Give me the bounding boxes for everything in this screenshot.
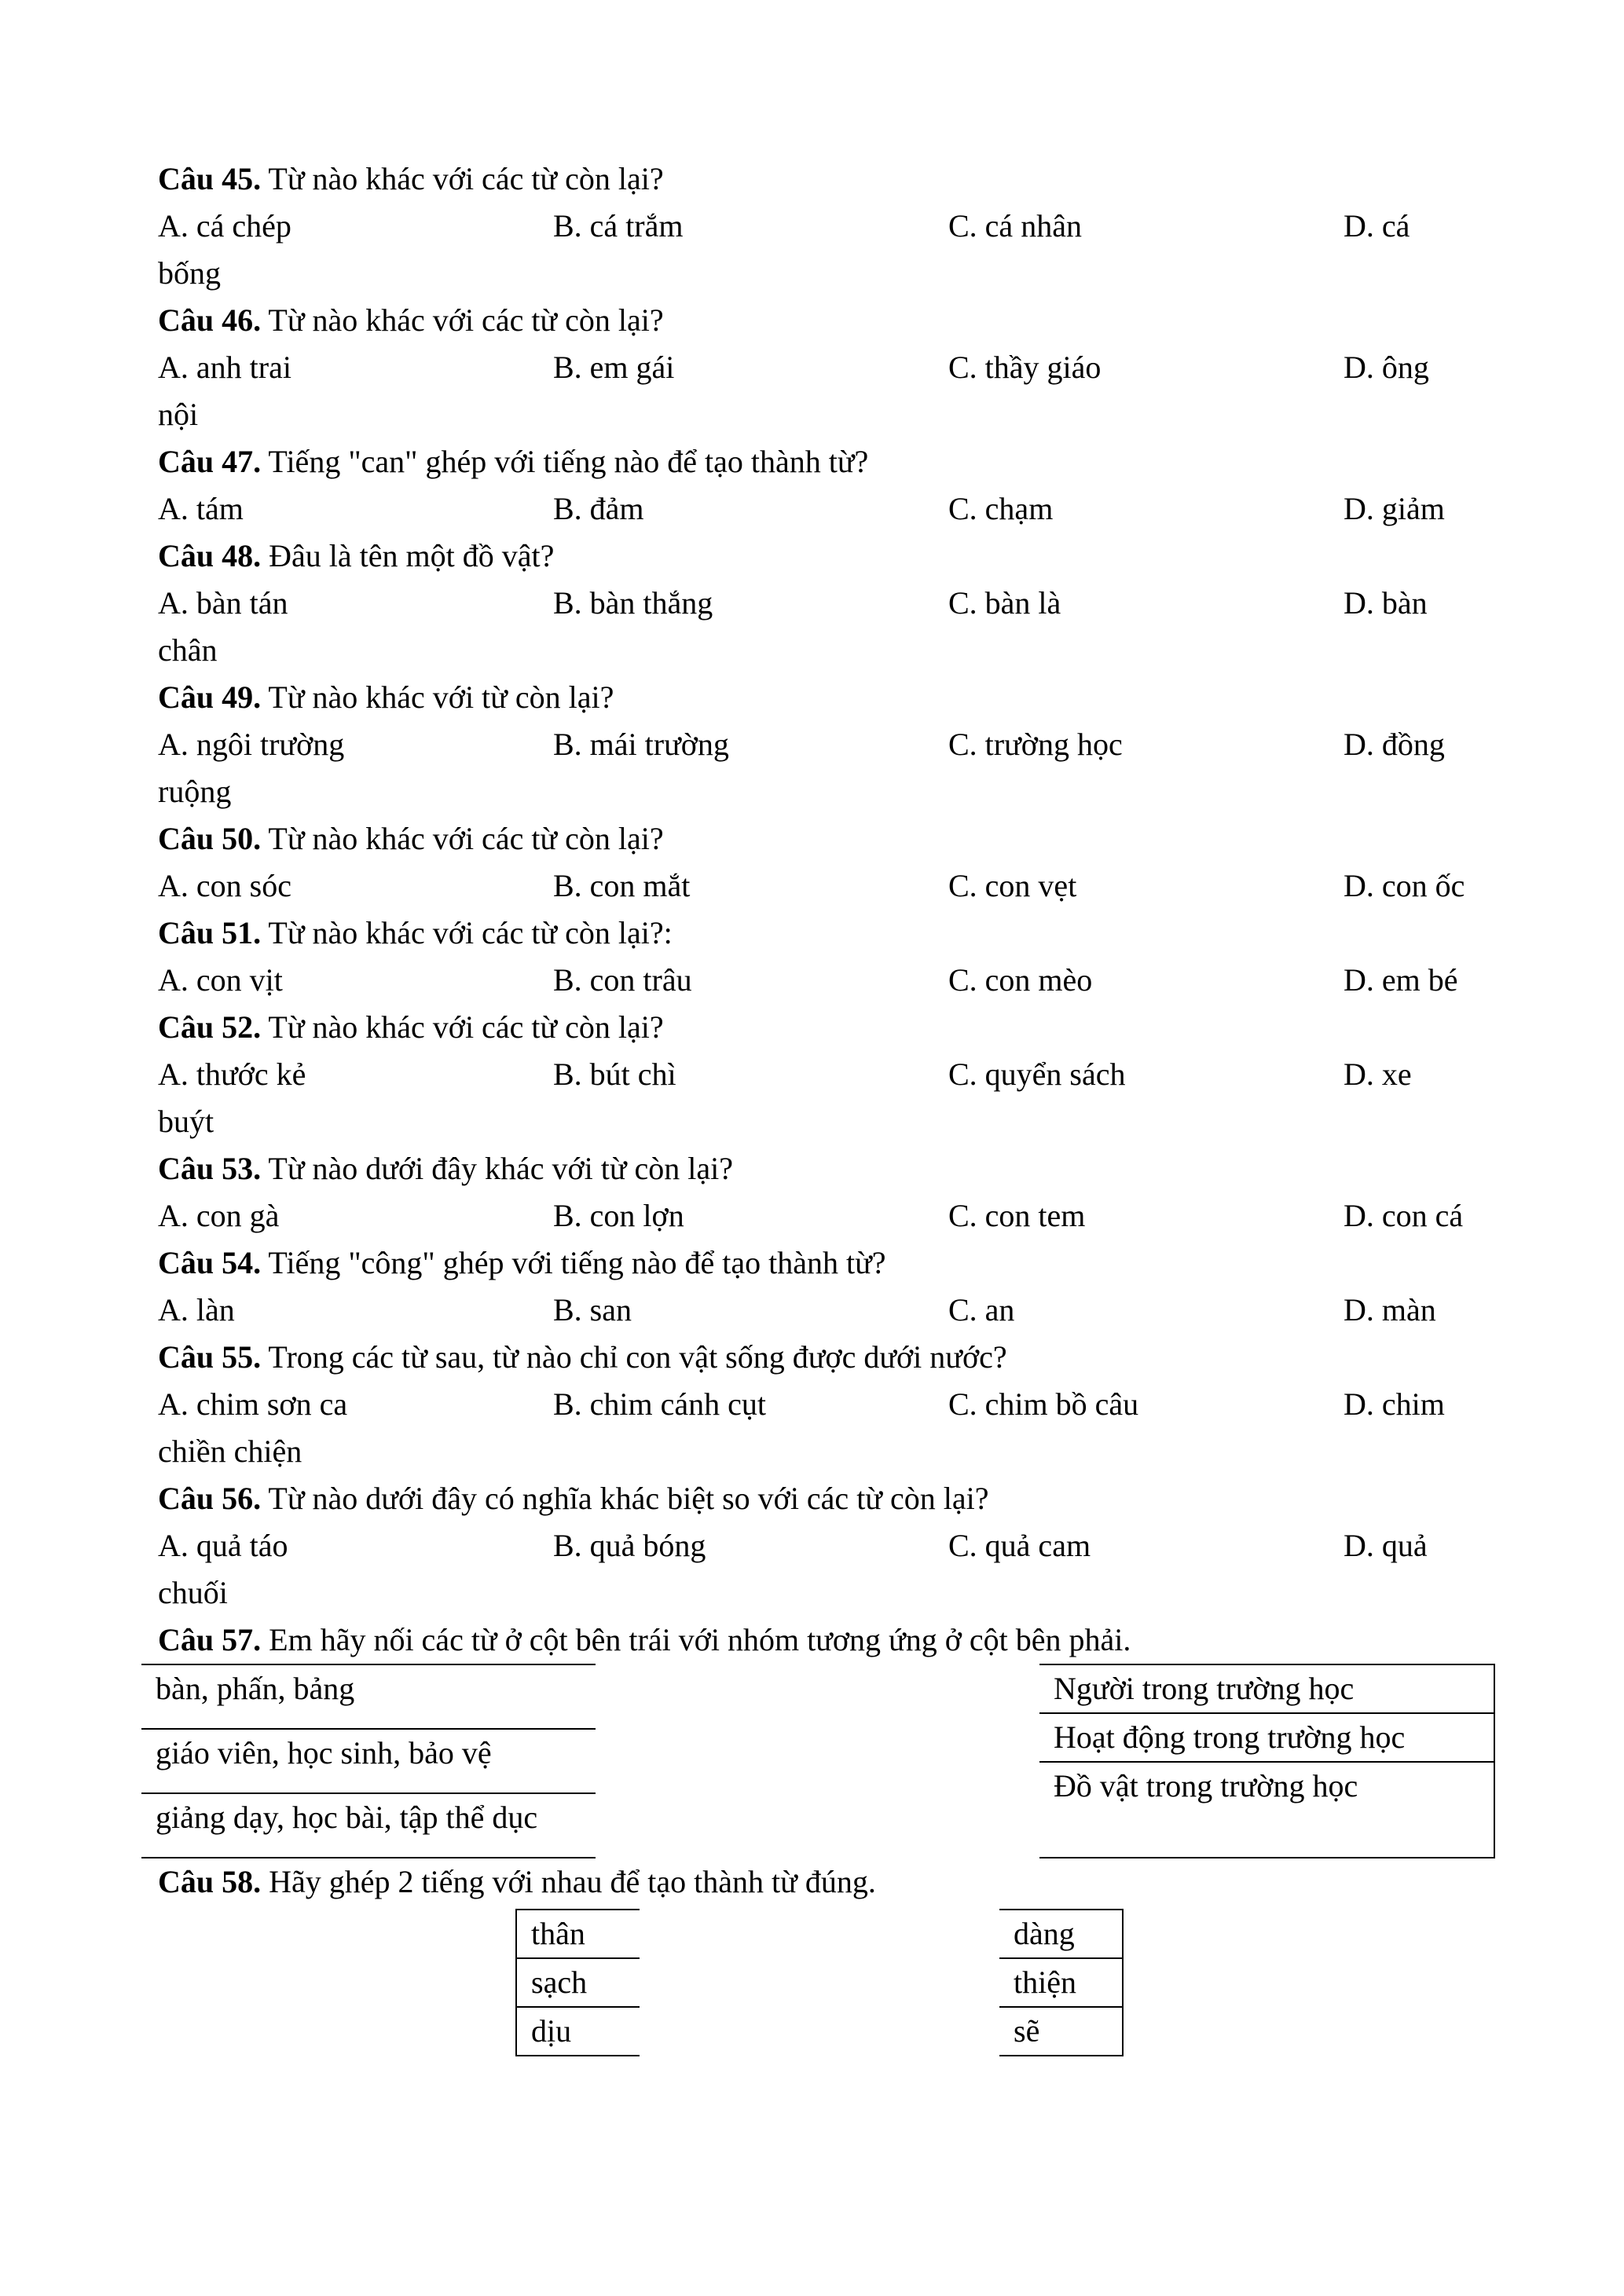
answer-options bbox=[158, 1051, 1466, 1145]
table-row bbox=[141, 1729, 596, 1793]
question-text: Từ nào khác với các từ còn lại?: bbox=[261, 915, 673, 950]
answer-option[interactable]: A. thước kẻ bbox=[158, 1056, 306, 1092]
question bbox=[158, 156, 1466, 203]
table-cell: thân bbox=[516, 1910, 640, 1958]
question-number: Câu 46. bbox=[158, 302, 262, 338]
answer-option[interactable]: C. chim bồ câu bbox=[948, 1386, 1139, 1422]
answer-option[interactable]: B. đảm bbox=[553, 491, 644, 526]
table-row bbox=[516, 1958, 640, 2007]
answer-option[interactable]: A. làn bbox=[158, 1292, 235, 1327]
answer-options bbox=[158, 203, 1466, 297]
answer-option[interactable]: D. màn bbox=[1344, 1292, 1436, 1327]
right-column-table bbox=[1039, 1664, 1495, 1858]
question-text: Em hãy nối các từ ở cột bên trái với nhóm tương ứng ở cột bên phải. bbox=[261, 1622, 1131, 1657]
answer-options bbox=[158, 1381, 1466, 1475]
answer-options bbox=[158, 721, 1466, 815]
answer-option[interactable]: C. bàn là bbox=[948, 585, 1061, 621]
question-number: Câu 52. bbox=[158, 1009, 262, 1045]
table-cell: thiện bbox=[999, 1958, 1123, 2007]
answer-option[interactable]: D. con cá bbox=[1344, 1198, 1464, 1233]
question bbox=[158, 1334, 1466, 1381]
document bbox=[158, 156, 1466, 2056]
answer-option[interactable]: D. cá bống bbox=[158, 208, 1410, 291]
answer-options bbox=[158, 957, 1466, 1004]
question-text: Hãy ghép 2 tiếng với nhau để tạo thành từ đúng. bbox=[261, 1864, 876, 1899]
answer-option[interactable]: C. quyển sách bbox=[948, 1056, 1126, 1092]
answer-option[interactable]: B. chim cánh cụt bbox=[553, 1386, 767, 1422]
matching-tables-57 bbox=[141, 1664, 1495, 1858]
question-text: Từ nào khác với từ còn lại? bbox=[261, 679, 614, 715]
question-number: Câu 57. bbox=[158, 1622, 262, 1657]
answer-option[interactable]: B. con lợn bbox=[553, 1198, 684, 1233]
question bbox=[158, 910, 1466, 957]
table-cell: bàn, phấn, bảng bbox=[141, 1664, 596, 1729]
table-row bbox=[516, 1910, 640, 1958]
answer-option[interactable]: D. ông nội bbox=[158, 350, 1429, 432]
question-number: Câu 48. bbox=[158, 538, 262, 573]
answer-option[interactable]: A. quả táo bbox=[158, 1528, 288, 1563]
table-row bbox=[1039, 1713, 1494, 1762]
question-number: Câu 54. bbox=[158, 1245, 262, 1280]
answer-options bbox=[158, 485, 1466, 533]
answer-option[interactable]: D. quả chuối bbox=[158, 1528, 1428, 1610]
answer-option[interactable]: A. con sóc bbox=[158, 868, 291, 903]
table-row bbox=[141, 1793, 596, 1858]
question-text: Từ nào khác với các từ còn lại? bbox=[261, 1009, 664, 1045]
table-row bbox=[999, 1958, 1123, 2007]
answer-options bbox=[158, 1522, 1466, 1617]
question bbox=[158, 1145, 1466, 1192]
answer-option[interactable]: A. chim sơn ca bbox=[158, 1386, 348, 1422]
answer-option[interactable]: C. quả cam bbox=[948, 1528, 1091, 1563]
question bbox=[158, 533, 1466, 580]
table-cell: Người trong trường học bbox=[1039, 1664, 1494, 1713]
table-row bbox=[141, 1664, 596, 1729]
question bbox=[158, 1475, 1466, 1522]
answer-option[interactable]: B. con trâu bbox=[553, 962, 692, 998]
question-text: Tiếng "công" ghép với tiếng nào để tạo thành từ? bbox=[261, 1245, 886, 1280]
table-row bbox=[516, 2007, 640, 2056]
table-row bbox=[1039, 1664, 1494, 1713]
answer-option[interactable]: C. trường học bbox=[948, 727, 1123, 762]
table-cell: Đồ vật trong trường học bbox=[1039, 1762, 1494, 1858]
answer-option[interactable]: D. bàn chân bbox=[158, 585, 1428, 668]
answer-option[interactable]: D. xe buýt bbox=[158, 1056, 1412, 1139]
question-number: Câu 47. bbox=[158, 444, 262, 479]
question bbox=[158, 1240, 1466, 1287]
question-number: Câu 45. bbox=[158, 161, 262, 196]
answer-options bbox=[158, 1192, 1466, 1240]
answer-option[interactable]: C. an bbox=[948, 1292, 1015, 1327]
answer-option[interactable]: B. bút chì bbox=[553, 1056, 676, 1092]
question bbox=[158, 438, 1466, 485]
answer-option[interactable]: C. chạm bbox=[948, 491, 1054, 526]
table-row bbox=[999, 2007, 1123, 2056]
question-text: Tiếng "can" ghép với tiếng nào để tạo thành từ? bbox=[261, 444, 869, 479]
question-58 bbox=[158, 1858, 1466, 1906]
question-number: Câu 51. bbox=[158, 915, 262, 950]
question-list bbox=[158, 156, 1466, 1617]
table-cell: Hoạt động trong trường học bbox=[1039, 1713, 1494, 1762]
answer-option[interactable]: B. con mắt bbox=[553, 868, 691, 903]
answer-option[interactable]: A. con gà bbox=[158, 1198, 280, 1233]
answer-option[interactable]: A. con vịt bbox=[158, 962, 283, 998]
table-cell: giáo viên, học sinh, bảo vệ bbox=[141, 1729, 596, 1793]
question bbox=[158, 297, 1466, 344]
answer-option[interactable]: B. san bbox=[553, 1292, 632, 1327]
answer-option[interactable]: A. tám bbox=[158, 491, 244, 526]
answer-options bbox=[158, 580, 1466, 674]
question-text: Đâu là tên một đồ vật? bbox=[261, 538, 555, 573]
table-row bbox=[1039, 1762, 1494, 1858]
question-text: Từ nào dưới đây khác với từ còn lại? bbox=[261, 1151, 734, 1186]
answer-options bbox=[158, 862, 1466, 910]
question-57 bbox=[158, 1617, 1466, 1664]
question-number: Câu 49. bbox=[158, 679, 262, 715]
left-syllable-table bbox=[515, 1909, 640, 2056]
answer-option[interactable]: C. con mèo bbox=[948, 962, 1093, 998]
answer-option[interactable]: C. cá nhân bbox=[948, 208, 1082, 244]
question-number: Câu 53. bbox=[158, 1151, 262, 1186]
table-cell: dàng bbox=[999, 1910, 1123, 1958]
answer-option[interactable]: B. mái trường bbox=[553, 727, 729, 762]
answer-options bbox=[158, 1287, 1466, 1334]
answer-option[interactable]: B. quả bóng bbox=[553, 1528, 706, 1563]
answer-option[interactable]: D. con ốc bbox=[1344, 868, 1465, 903]
answer-option[interactable]: D. giảm bbox=[1344, 491, 1445, 526]
answer-options bbox=[158, 344, 1466, 438]
answer-option[interactable]: D. đồng ruộng bbox=[158, 727, 1445, 809]
answer-option[interactable]: C. thầy giáo bbox=[948, 350, 1102, 385]
question bbox=[158, 674, 1466, 721]
answer-option[interactable]: A. cá chép bbox=[158, 208, 291, 244]
answer-option[interactable]: D. chim chiền chiện bbox=[158, 1386, 1445, 1469]
question-number: Câu 55. bbox=[158, 1339, 262, 1375]
table-cell: sạch bbox=[516, 1958, 640, 2007]
question-number: Câu 56. bbox=[158, 1481, 262, 1516]
answer-option[interactable]: B. em gái bbox=[553, 350, 675, 385]
answer-option[interactable]: C. con tem bbox=[948, 1198, 1086, 1233]
question-text: Từ nào khác với các từ còn lại? bbox=[261, 302, 664, 338]
right-syllable-table bbox=[999, 1909, 1124, 2056]
answer-option[interactable]: A. anh trai bbox=[158, 350, 291, 385]
question-text: Trong các từ sau, từ nào chỉ con vật sống được dưới nước? bbox=[261, 1339, 1007, 1375]
answer-option[interactable]: B. bàn thắng bbox=[553, 585, 713, 621]
answer-option[interactable]: C. con vẹt bbox=[948, 868, 1077, 903]
table-cell: giảng dạy, học bài, tập thể dục bbox=[141, 1793, 596, 1858]
question-text: Từ nào khác với các từ còn lại? bbox=[261, 821, 664, 856]
answer-option[interactable]: D. em bé bbox=[1344, 962, 1458, 998]
answer-option[interactable]: A. bàn tán bbox=[158, 585, 288, 621]
answer-option[interactable]: A. ngôi trường bbox=[158, 727, 345, 762]
question-text: Từ nào dưới đây có nghĩa khác biệt so với các từ còn lại? bbox=[261, 1481, 989, 1516]
question bbox=[158, 1004, 1466, 1051]
question-number: Câu 58. bbox=[158, 1864, 262, 1899]
table-cell: sẽ bbox=[999, 2007, 1123, 2056]
answer-option[interactable]: B. cá trắm bbox=[553, 208, 684, 244]
table-cell: dịu bbox=[516, 2007, 640, 2056]
matching-tables-58 bbox=[158, 1909, 1466, 2056]
left-column-table bbox=[141, 1664, 596, 1858]
question bbox=[158, 815, 1466, 862]
question-text: Từ nào khác với các từ còn lại? bbox=[261, 161, 664, 196]
table-row bbox=[999, 1910, 1123, 1958]
question-number: Câu 50. bbox=[158, 821, 262, 856]
